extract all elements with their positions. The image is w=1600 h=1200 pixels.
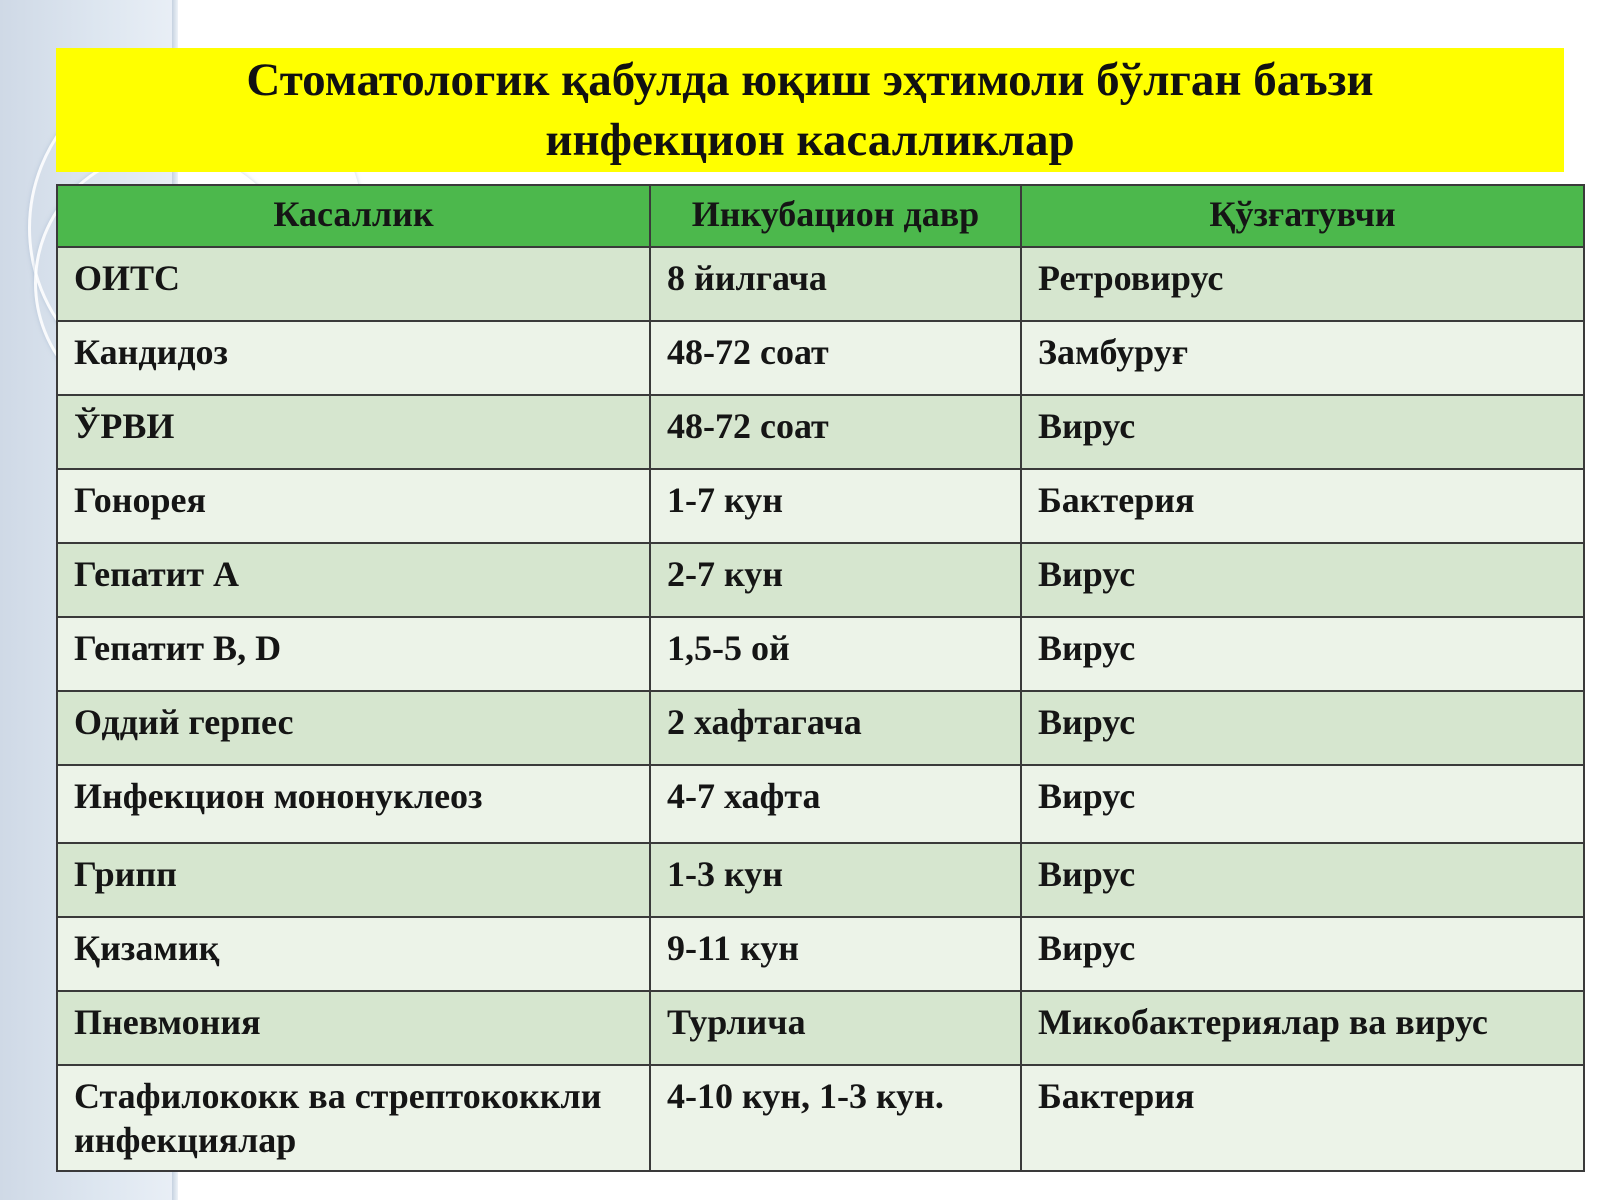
cell-disease: ЎРВИ — [57, 395, 650, 469]
cell-disease: Стафилококк ва стрептококкли инфекциялар — [57, 1065, 650, 1171]
cell-disease: Инфекцион мононуклеоз — [57, 765, 650, 843]
cell-pathogen: Бактерия — [1021, 469, 1584, 543]
cell-disease: Кандидоз — [57, 321, 650, 395]
cell-pathogen: Вирус — [1021, 917, 1584, 991]
cell-pathogen: Вирус — [1021, 543, 1584, 617]
cell-disease: Гепатит А — [57, 543, 650, 617]
cell-incubation: 1-7 кун — [650, 469, 1021, 543]
table-row — [57, 991, 1584, 1065]
table-row — [57, 247, 1584, 321]
cell-pathogen: Вирус — [1021, 843, 1584, 917]
table-row — [57, 321, 1584, 395]
cell-pathogen: Бактерия — [1021, 1065, 1584, 1171]
cell-disease: Қизамиқ — [57, 917, 650, 991]
cell-incubation: 2 хафтагача — [650, 691, 1021, 765]
infection-table — [56, 184, 1585, 1172]
cell-disease: Гонорея — [57, 469, 650, 543]
cell-incubation: 48-72 соат — [650, 395, 1021, 469]
cell-incubation: Турлича — [650, 991, 1021, 1065]
cell-incubation: 4-7 хафта — [650, 765, 1021, 843]
table-row — [57, 917, 1584, 991]
cell-disease: Пневмония — [57, 991, 650, 1065]
cell-incubation: 48-72 соат — [650, 321, 1021, 395]
cell-pathogen: Микобактериялар ва вирус — [1021, 991, 1584, 1065]
slide-title-line-1: Стоматологик қабулда юқиш эҳтимоли бўлган баъзи — [246, 54, 1374, 106]
table-row — [57, 765, 1584, 843]
cell-incubation: 9-11 кун — [650, 917, 1021, 991]
cell-disease: Гепатит В, D — [57, 617, 650, 691]
cell-pathogen: Вирус — [1021, 617, 1584, 691]
cell-incubation: 1,5-5 ой — [650, 617, 1021, 691]
table-row — [57, 843, 1584, 917]
cell-incubation: 1-3 кун — [650, 843, 1021, 917]
table-row — [57, 469, 1584, 543]
cell-incubation: 4-10 кун, 1-3 кун. — [650, 1065, 1021, 1171]
cell-pathogen: Ретровирус — [1021, 247, 1584, 321]
header-pathogen: Қўзғатувчи — [1021, 185, 1584, 247]
header-disease: Касаллик — [57, 185, 650, 247]
table-row — [57, 1065, 1584, 1171]
table-row — [57, 617, 1584, 691]
cell-pathogen: Вирус — [1021, 395, 1584, 469]
table-row — [57, 543, 1584, 617]
table-header-row — [57, 185, 1584, 247]
slide-title-box — [56, 48, 1564, 172]
table-row — [57, 691, 1584, 765]
cell-incubation: 2-7 кун — [650, 543, 1021, 617]
cell-pathogen: Вирус — [1021, 691, 1584, 765]
slide-title-line-2: инфекцион касалликлар — [545, 114, 1075, 166]
header-incubation-period: Инкубацион давр — [650, 185, 1021, 247]
cell-disease: Грипп — [57, 843, 650, 917]
cell-disease: ОИТС — [57, 247, 650, 321]
cell-pathogen: Вирус — [1021, 765, 1584, 843]
cell-disease: Оддий герпес — [57, 691, 650, 765]
cell-incubation: 8 йилгача — [650, 247, 1021, 321]
cell-pathogen: Замбуруғ — [1021, 321, 1584, 395]
table-row — [57, 395, 1584, 469]
